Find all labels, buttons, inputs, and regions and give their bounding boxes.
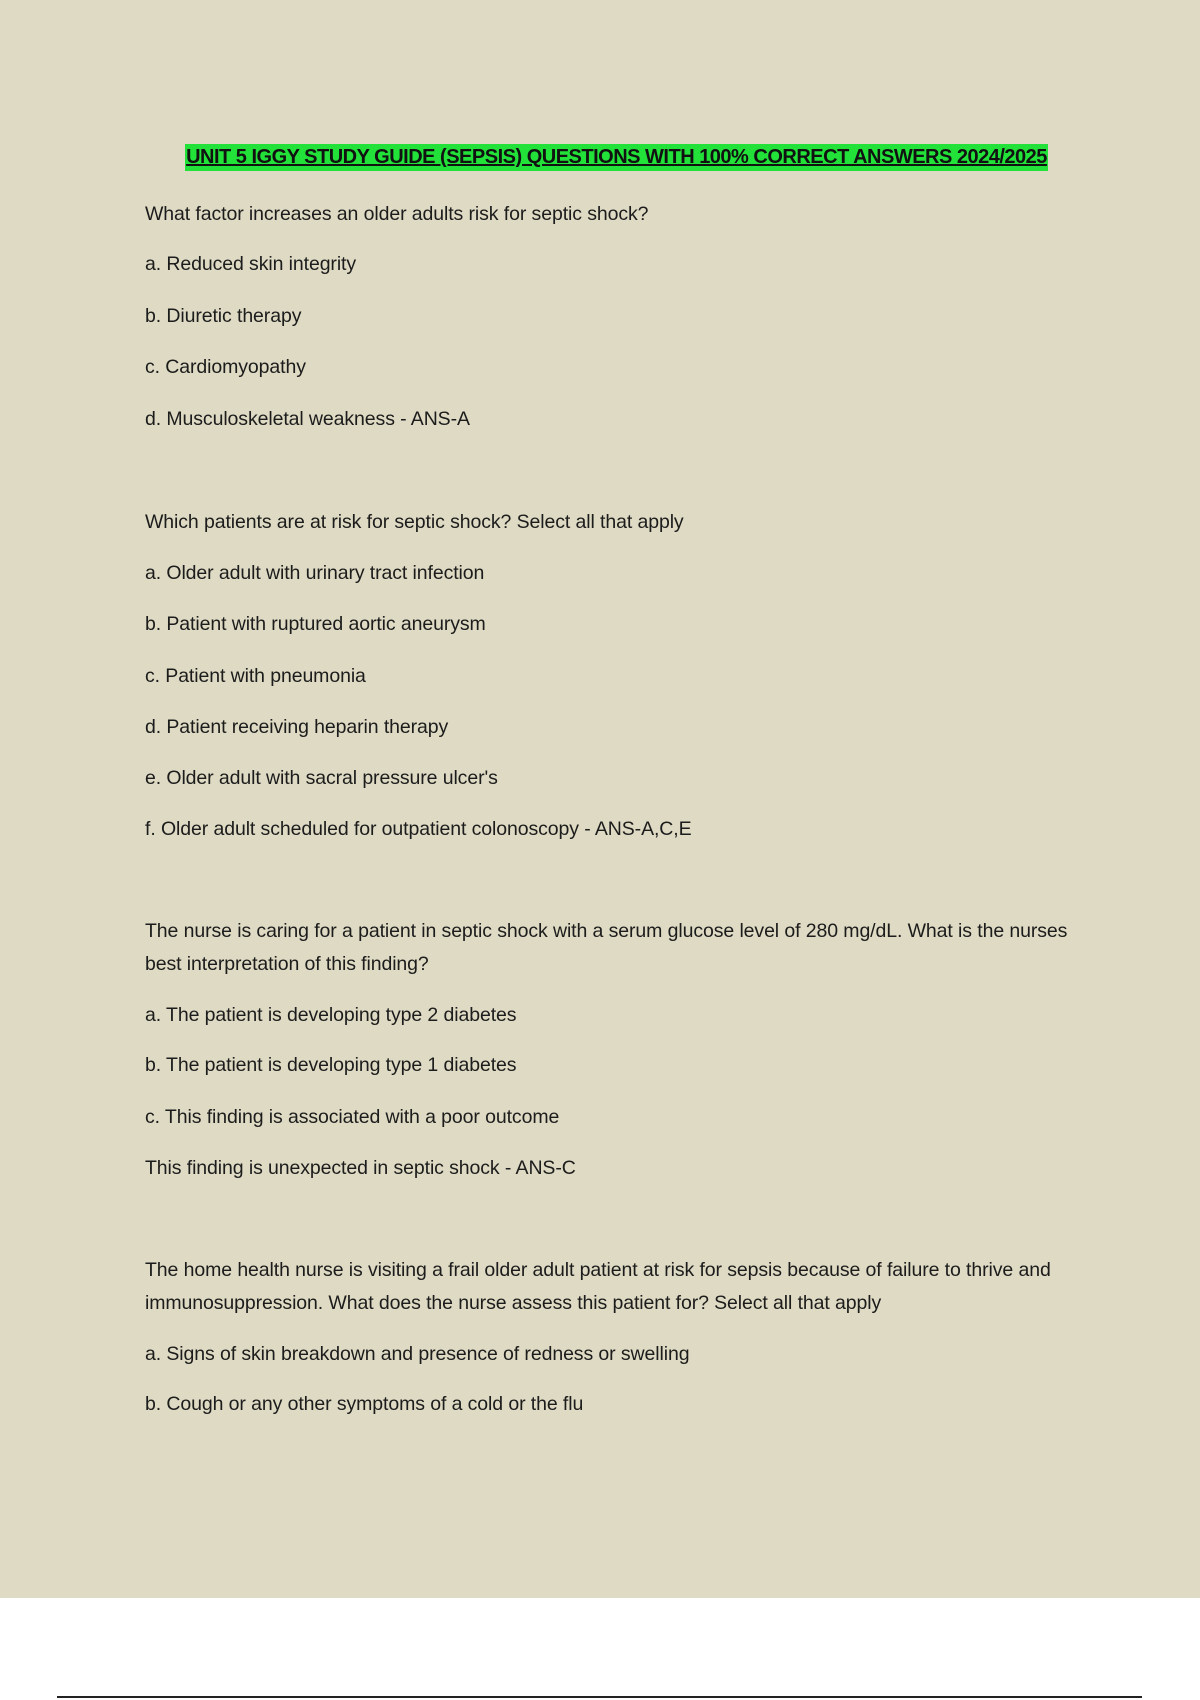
question-2-prompt: Which patients are at risk for septic shock? Select all that apply — [145, 511, 684, 533]
question-1-option-b: b. Diuretic therapy — [145, 305, 302, 327]
question-4-option-b: b. Cough or any other symptoms of a cold or the flu — [145, 1393, 584, 1415]
question-2-option-a: a. Older adult with urinary tract infection — [145, 562, 485, 584]
question-2-option-e: e. Older adult with sacral pressure ulcer's — [145, 767, 498, 789]
question-3-option-a: a. The patient is developing type 2 diabetes — [145, 1004, 517, 1026]
question-3-answer: This finding is unexpected in septic shock - ANS-C — [145, 1157, 576, 1179]
question-4-prompt: The home health nurse is visiting a frail older adult patient at risk for sepsis because of failure to thrive and immunosuppression. What does the nurse assess this patient for? Select all that apply — [145, 1259, 1051, 1314]
question-1-prompt: What factor increases an older adults risk for septic shock? — [145, 203, 649, 225]
document-title: UNIT 5 IGGY STUDY GUIDE (SEPSIS) QUESTIONS WITH 100% CORRECT ANSWERS 2024/2025 — [185, 144, 1048, 171]
question-3-option-b: b. The patient is developing type 1 diabetes — [145, 1054, 517, 1076]
title-container — [159, 144, 1074, 171]
question-2-option-b: b. Patient with ruptured aortic aneurysm — [145, 613, 486, 635]
footer-divider — [57, 1696, 1142, 1698]
question-1-option-d: d. Musculoskeletal weakness - ANS-A — [145, 408, 470, 430]
question-2-option-f: f. Older adult scheduled for outpatient colonoscopy - ANS-A,C,E — [145, 818, 692, 840]
question-4-option-a: a. Signs of skin breakdown and presence of redness or swelling — [145, 1343, 690, 1365]
question-1-option-a: a. Reduced skin integrity — [145, 253, 357, 275]
question-1-option-c: c. Cardiomyopathy — [145, 356, 306, 378]
question-3-option-c: c. This finding is associated with a poor outcome — [145, 1106, 560, 1128]
question-2-option-c: c. Patient with pneumonia — [145, 665, 366, 687]
question-3-prompt: The nurse is caring for a patient in septic shock with a serum glucose level of 280 mg/dL. What is the nurses best interpretation of this finding? — [145, 920, 1068, 975]
question-2-option-d: d. Patient receiving heparin therapy — [145, 716, 449, 738]
